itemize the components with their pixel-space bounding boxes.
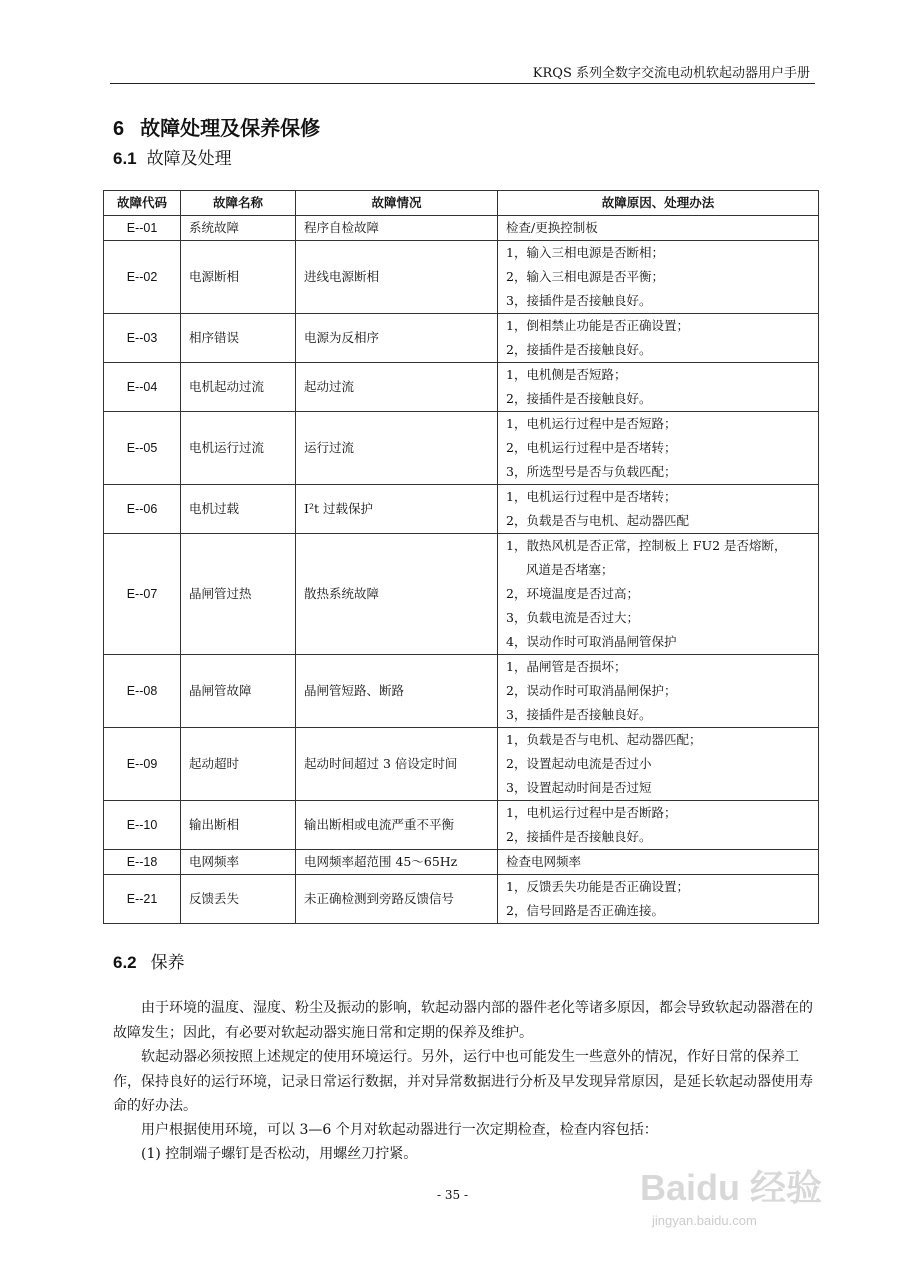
cause-line: 2，接插件是否接触良好。 xyxy=(506,342,652,357)
fault-name: 电机过载 xyxy=(181,485,296,534)
fault-code: E--10 xyxy=(104,801,181,850)
subsection-title: 故障及处理 xyxy=(146,149,232,169)
cause-line: 2，设置起动电流是否过小 xyxy=(506,756,652,771)
cause-line: 4，误动作时可取消晶闸管保护 xyxy=(506,634,677,649)
column-header: 故障代码 xyxy=(104,191,181,216)
subsection-heading-6-2 xyxy=(113,948,185,973)
fault-code: E--02 xyxy=(104,241,181,314)
table-header-row xyxy=(104,191,819,216)
paragraph: 软起动器必须按照上述规定的使用环境运行。另外，运行中也可能发生一些意外的情况，作好日常的保养工作，保持良好的运行环境，记录日常运行数据，并对异常数据进行分析及早发现异常原因，是延长软起动器使用寿命的好办法。 xyxy=(113,1049,813,1114)
table-row xyxy=(104,485,819,534)
cause-line: 1，反馈丢失功能是否正确设置； xyxy=(506,879,689,894)
cause-line: 2，负载是否与电机、起动器匹配 xyxy=(506,513,689,528)
cause-line: 2，接插件是否接触良好。 xyxy=(506,391,652,406)
section-heading xyxy=(113,112,320,141)
fault-code: E--06 xyxy=(104,485,181,534)
section-title: 故障处理及保养保修 xyxy=(140,116,321,140)
table-row xyxy=(104,534,819,655)
fault-causes xyxy=(498,241,819,314)
cause-line: 3，负载电流是否过大； xyxy=(506,610,639,625)
fault-name: 电机运行过流 xyxy=(181,412,296,485)
section-number: 6 xyxy=(113,118,125,140)
watermark-url: jingyan.baidu.com xyxy=(652,1213,757,1228)
fault-causes xyxy=(498,875,819,924)
cause-line: 2，环境温度是否过高； xyxy=(506,586,639,601)
fault-situation: 晶闸管短路、断路 xyxy=(296,655,498,728)
fault-code: E--21 xyxy=(104,875,181,924)
cause-line: 风道是否堵塞； xyxy=(526,562,614,577)
cause-line: 1，电机运行过程中是否短路； xyxy=(506,416,677,431)
column-header: 故障名称 xyxy=(181,191,296,216)
fault-name: 电网频率 xyxy=(181,850,296,875)
paragraph: 由于环境的温度、湿度、粉尘及振动的影响，软起动器内部的器件老化等诸多原因，都会导致软起动器潜在的故障发生；因此，有必要对软起动器实施日常和定期的保养及维护。 xyxy=(113,1000,813,1041)
cause-line: 1，倒相禁止功能是否正确设置； xyxy=(506,318,689,333)
fault-causes xyxy=(498,850,819,875)
header-rule xyxy=(110,83,815,84)
cause-line: 1，晶闸管是否损坏； xyxy=(506,659,627,674)
fault-situation: 输出断相或电流严重不平衡 xyxy=(296,801,498,850)
table-row xyxy=(104,850,819,875)
cause-line: 2，接插件是否接触良好。 xyxy=(506,829,652,844)
table-row xyxy=(104,314,819,363)
fault-causes xyxy=(498,534,819,655)
fault-causes xyxy=(498,655,819,728)
fault-name: 相序错误 xyxy=(181,314,296,363)
fault-situation: 程序自检故障 xyxy=(296,216,498,241)
fault-causes xyxy=(498,412,819,485)
fault-code: E--01 xyxy=(104,216,181,241)
fault-name: 晶闸管过热 xyxy=(181,534,296,655)
cause-line: 2，误动作时可取消晶闸保护； xyxy=(506,683,677,698)
fault-situation: I²t 过载保护 xyxy=(296,485,498,534)
fault-situation: 起动过流 xyxy=(296,363,498,412)
subsection-heading-6-1 xyxy=(113,144,232,169)
fault-code: E--04 xyxy=(104,363,181,412)
paragraph: 用户根据使用环境，可以 3—6 个月对软起动器进行一次定期检查，检查内容包括： xyxy=(141,1122,658,1138)
table-row xyxy=(104,412,819,485)
page-number: - 35 - xyxy=(436,1188,468,1202)
watermark-logo xyxy=(640,1160,822,1228)
subsection-title: 保养 xyxy=(150,953,185,973)
paragraph: (1) 控制端子螺钉是否松动，用螺丝刀拧紧。 xyxy=(141,1146,418,1162)
fault-table xyxy=(103,190,819,924)
fault-code: E--18 xyxy=(104,850,181,875)
cause-line: 1，电机运行过程中是否断路； xyxy=(506,805,677,820)
cause-line: 3，所选型号是否与负载匹配； xyxy=(506,464,677,479)
fault-code: E--07 xyxy=(104,534,181,655)
fault-code: E--08 xyxy=(104,655,181,728)
fault-situation: 起动时间超过 3 倍设定时间 xyxy=(296,728,498,801)
fault-causes xyxy=(498,363,819,412)
fault-situation: 进线电源断相 xyxy=(296,241,498,314)
fault-situation: 运行过流 xyxy=(296,412,498,485)
table-row xyxy=(104,363,819,412)
cause-line: 2，输入三相电源是否平衡； xyxy=(506,269,664,284)
fault-causes xyxy=(498,314,819,363)
table-row xyxy=(104,875,819,924)
cause-line: 1，电机侧是否短路； xyxy=(506,367,627,382)
fault-causes xyxy=(498,216,819,241)
fault-situation: 散热系统故障 xyxy=(296,534,498,655)
fault-name: 晶闸管故障 xyxy=(181,655,296,728)
watermark-logo-text: Baidu 经验 xyxy=(640,1167,823,1208)
fault-code: E--05 xyxy=(104,412,181,485)
cause-line: 3，接插件是否接触良好。 xyxy=(506,707,652,722)
subsection-number: 6.2 xyxy=(113,953,137,972)
table-row xyxy=(104,728,819,801)
fault-situation: 电网频率超范围 45～65Hz xyxy=(296,850,498,875)
fault-causes xyxy=(498,728,819,801)
table-row xyxy=(104,655,819,728)
fault-situation: 未正确检测到旁路反馈信号 xyxy=(296,875,498,924)
fault-name: 电源断相 xyxy=(181,241,296,314)
column-header: 故障原因、处理办法 xyxy=(498,191,819,216)
cause-line: 2，信号回路是否正确连接。 xyxy=(506,903,664,918)
cause-line: 3，设置起动时间是否过短 xyxy=(506,780,652,795)
fault-name: 系统故障 xyxy=(181,216,296,241)
cause-line: 1，电机运行过程中是否堵转； xyxy=(506,489,677,504)
cause-line: 3，接插件是否接触良好。 xyxy=(506,293,652,308)
table-row xyxy=(104,216,819,241)
cause-line: 2，电机运行过程中是否堵转； xyxy=(506,440,677,455)
fault-situation: 电源为反相序 xyxy=(296,314,498,363)
column-header: 故障情况 xyxy=(296,191,498,216)
running-header: KRQS 系列全数字交流电动机软起动器用户手册 xyxy=(532,66,810,81)
fault-name: 电机起动过流 xyxy=(181,363,296,412)
fault-code: E--09 xyxy=(104,728,181,801)
fault-code: E--03 xyxy=(104,314,181,363)
subsection-number: 6.1 xyxy=(113,149,137,168)
table-row xyxy=(104,801,819,850)
cause-line: 检查电网频率 xyxy=(506,854,582,869)
cause-line: 1，输入三相电源是否断相； xyxy=(506,245,664,260)
cause-line: 1，散热风机是否正常，控制板上 FU2 是否熔断， xyxy=(506,538,787,553)
fault-causes xyxy=(498,801,819,850)
fault-name: 反馈丢失 xyxy=(181,875,296,924)
fault-causes xyxy=(498,485,819,534)
cause-line: 1，负载是否与电机、起动器匹配； xyxy=(506,732,702,747)
table-row xyxy=(104,241,819,314)
fault-name: 起动超时 xyxy=(181,728,296,801)
fault-name: 输出断相 xyxy=(181,801,296,850)
cause-line: 检查/更换控制板 xyxy=(506,220,598,235)
